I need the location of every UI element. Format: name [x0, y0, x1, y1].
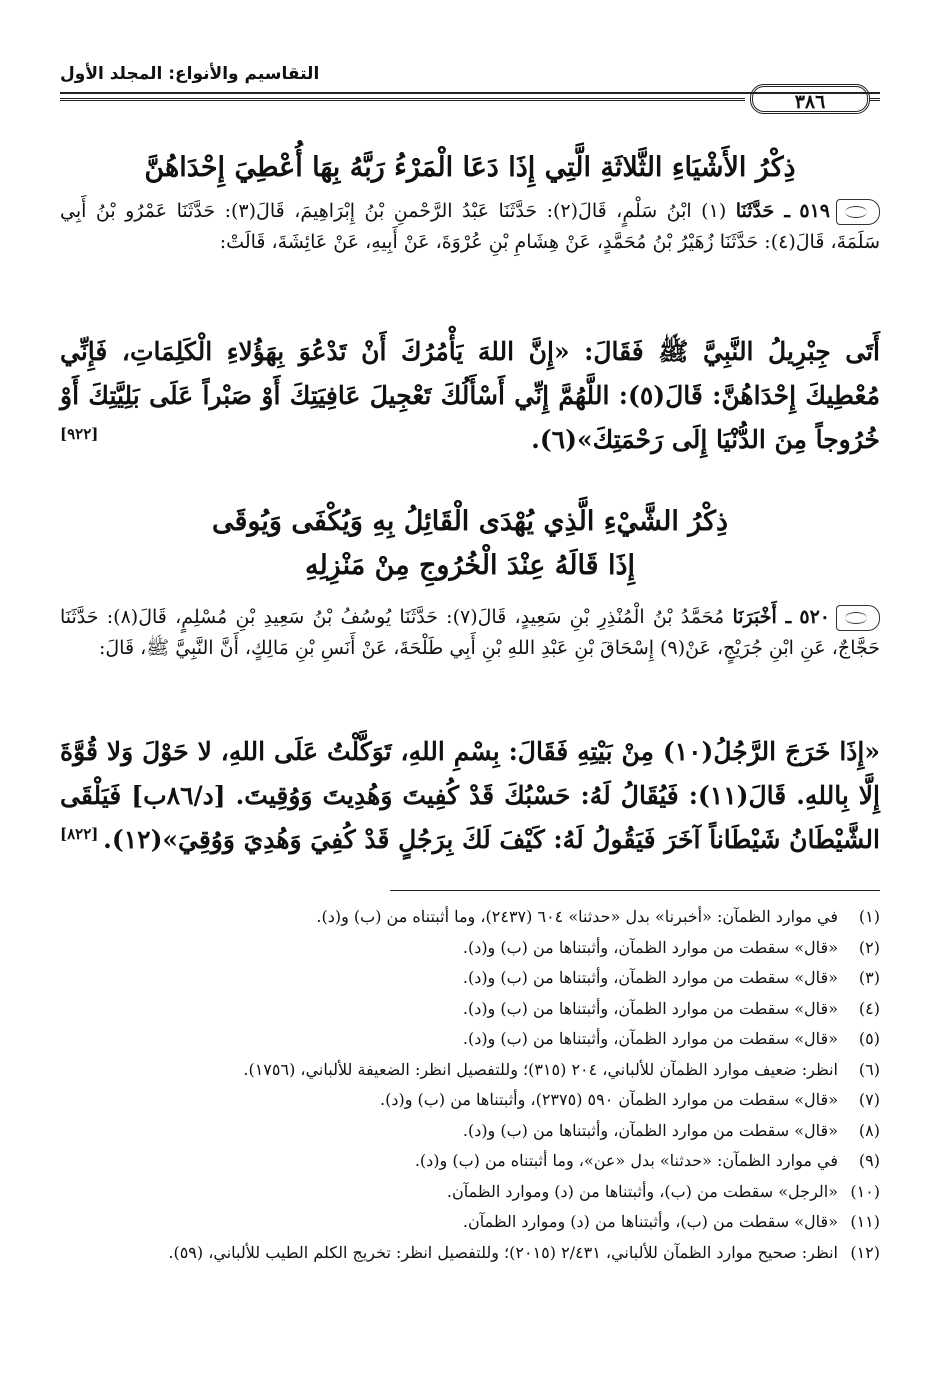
footnote: (١١)«قال» سقطت من (ب)، وأثبتناها من (د) وموارد الظمآن.	[462, 1212, 880, 1231]
hadith-marker-icon	[836, 605, 880, 631]
matn-text: «إِنَّ اللهَ يَأْمُرُكَ أَنْ تَدْعُوَ بِهَؤُلاءِ الْكَلِمَاتِ، فَإِنِّي مُعْطِيكَ إِحْدَاهُنَّ: قَالَ(٥): اللَّهُمَّ إِنِّي أَسْأَلُكَ تَعْجِيلَ عَافِيَتِكَ أَوْ صَبْراً عَلَى بَلِيَّتِكَ أَوْ خُرُوجاً مِنَ الدُّنْيَا إِلَى رَحْمَتِكَ»(٦).	[60, 337, 881, 454]
footnote: (٧)«قال» سقطت من موارد الظمآن ٥٩٠ (٢٣٧٥)، وأثبتناها من (ب) و(د).	[380, 1090, 880, 1109]
footnotes	[60, 902, 880, 1268]
footnote: (١٢)انظر: صحيح موارد الظمآن للألباني، ٢/٤٣١ (٢٠١٥)؛ وللتفصيل انظر: تخريج الكلم الطيب للألباني، (٥٩).	[168, 1242, 880, 1262]
reference-number: [٨٢٢]	[60, 825, 99, 843]
header-rule-right	[870, 98, 880, 101]
isnad-text: (١) ابْنُ سَلْمٍ، قَالَ(٢): حَدَّثَنَا عَبْدُ الرَّحْمنِ بْنُ إِبْرَاهِيمَ، قَالَ(٣): حَدَّثَنَا عَمْرُو بْنُ أَبِي سَلَمَةَ، قَالَ(٤): حَدَّثَنَا زُهَيْرُ بْنُ مُحَمَّدٍ، عَنْ هِشَامِ بْنِ عُرْوَةَ، عَنْ أَبِيهِ، عَنْ عَائِشَةَ، قَالَتْ:	[60, 200, 880, 253]
page-number: ٣٨٦	[750, 84, 870, 114]
matn-text: «إِذَا خَرَجَ الرَّجُلُ(١٠) مِنْ بَيْتِهِ فَقَالَ: بِسْمِ اللهِ، تَوَكَّلْتُ عَلَى اللهِ، لا حَوْلَ وَلا قُوَّةَ إِلَّا بِاللهِ. قَالَ(١١): فَيُقَالُ لَهُ: حَسْبُكَ قَدْ كُفِيتَ وَهُدِيتَ وَوُقِيتَ. [د/٨٦ب] فَيَلْقَى الشَّيْطَانُ شَيْطَاناً آخَرَ فَيَقُولُ لَهُ: كَيْفَ لَكَ بِرَجُلٍ قَدْ كُفِيَ وَهُدِيَ وَوُقِيَ»(١٢).	[60, 737, 881, 854]
hadith-label: ـ حَدَّثَنَا	[735, 200, 790, 222]
footnote: (٥)«قال» سقطت من موارد الظمآن، وأثبتناها من (ب) و(د).	[462, 1029, 880, 1048]
page-number-row	[60, 84, 880, 120]
hadith-number: ٥٢٠	[799, 606, 830, 628]
hadith-isnad-519	[60, 196, 880, 258]
running-title: التقاسيم والأنواع: المجلد الأول	[60, 64, 320, 84]
hadith-matn-519	[60, 330, 880, 462]
footnote-separator	[390, 890, 880, 891]
book-page	[60, 50, 880, 1350]
section-title-2a: ذِكْرُ الشَّيْءِ الَّذِي يُهْدَى الْقَائِلُ بِهِ وَيُكْفَى وَيُوقَى	[212, 506, 728, 537]
section-title-2b: إِذَا قَالَهُ عِنْدَ الْخُرُوجِ مِنْ مَنْزِلِهِ	[304, 550, 636, 581]
hadith-marker-icon	[836, 199, 880, 225]
footnote: (٤)«قال» سقطت من موارد الظمآن، وأثبتناها من (ب) و(د).	[462, 998, 880, 1018]
footnote: (٦)انظر: ضعيف موارد الظمآن للألباني، ٢٠٤ (٣١٥)؛ وللتفصيل انظر: الضعيفة للألباني، (١٧٥٦).	[243, 1059, 880, 1079]
hadith-matn-520	[60, 730, 880, 862]
footnote: (١٠)«الرجل» سقطت من (ب)، وأثبتناها من (د) وموارد الظمآن.	[446, 1181, 880, 1201]
footnote: (٢)«قال» سقطت من موارد الظمآن، وأثبتناها من (ب) و(د).	[462, 937, 880, 957]
matn-intro: أَتَى جِبْرِيلُ النَّبِيَّ ﷺ فَقَالَ:	[584, 337, 880, 366]
footnote: (٣)«قال» سقطت من موارد الظمآن، وأثبتناها من (ب) و(د).	[462, 968, 880, 987]
footnote: (١)في موارد الظمآن: «أخبرنا» بدل «حدثنا» ٦٠٤ (٢٤٣٧)، وما أثبتناه من (ب) و(د).	[316, 907, 880, 926]
footnote: (٨)«قال» سقطت من موارد الظمآن، وأثبتناها من (ب) و(د).	[462, 1120, 880, 1140]
hadith-number: ٥١٩	[799, 200, 831, 222]
hadith-label: ـ أَخْبَرَنَا	[732, 606, 792, 628]
reference-number: [٩٢٢]	[60, 425, 99, 443]
footnote: (٩)في موارد الظمآن: «حدثنا» بدل «عن»، وما أثبتناه من (ب) و(د).	[414, 1151, 880, 1170]
header-rule-left	[60, 98, 745, 101]
hadith-isnad-520	[60, 602, 880, 664]
section-title-1: ذِكْرُ الأَشْيَاءِ الثَّلاثَةِ الَّتِي إِذَا دَعَا الْمَرْءُ رَبَّهُ بِهَا أُعْطِيَ إِحْدَاهُنَّ	[144, 152, 796, 183]
isnad-text: مُحَمَّدُ بْنُ الْمُنْذِرِ بْنِ سَعِيدٍ، قَالَ(٧): حَدَّثَنَا يُوسُفُ بْنُ سَعِيدِ بْنِ مُسْلِمٍ، قَالَ(٨): حَدَّثَنَا حَجَّاجٌ، عَنِ ابْنِ جُرَيْجٍ، عَنْ(٩) إِسْحَاقَ بْنِ عَبْدِ اللهِ بْنِ أَبِي طَلْحَةَ، عَنْ أَنَسِ بْنِ مَالِكٍ، أَنَّ النَّبِيَّ ﷺ، قَالَ:	[60, 606, 880, 659]
